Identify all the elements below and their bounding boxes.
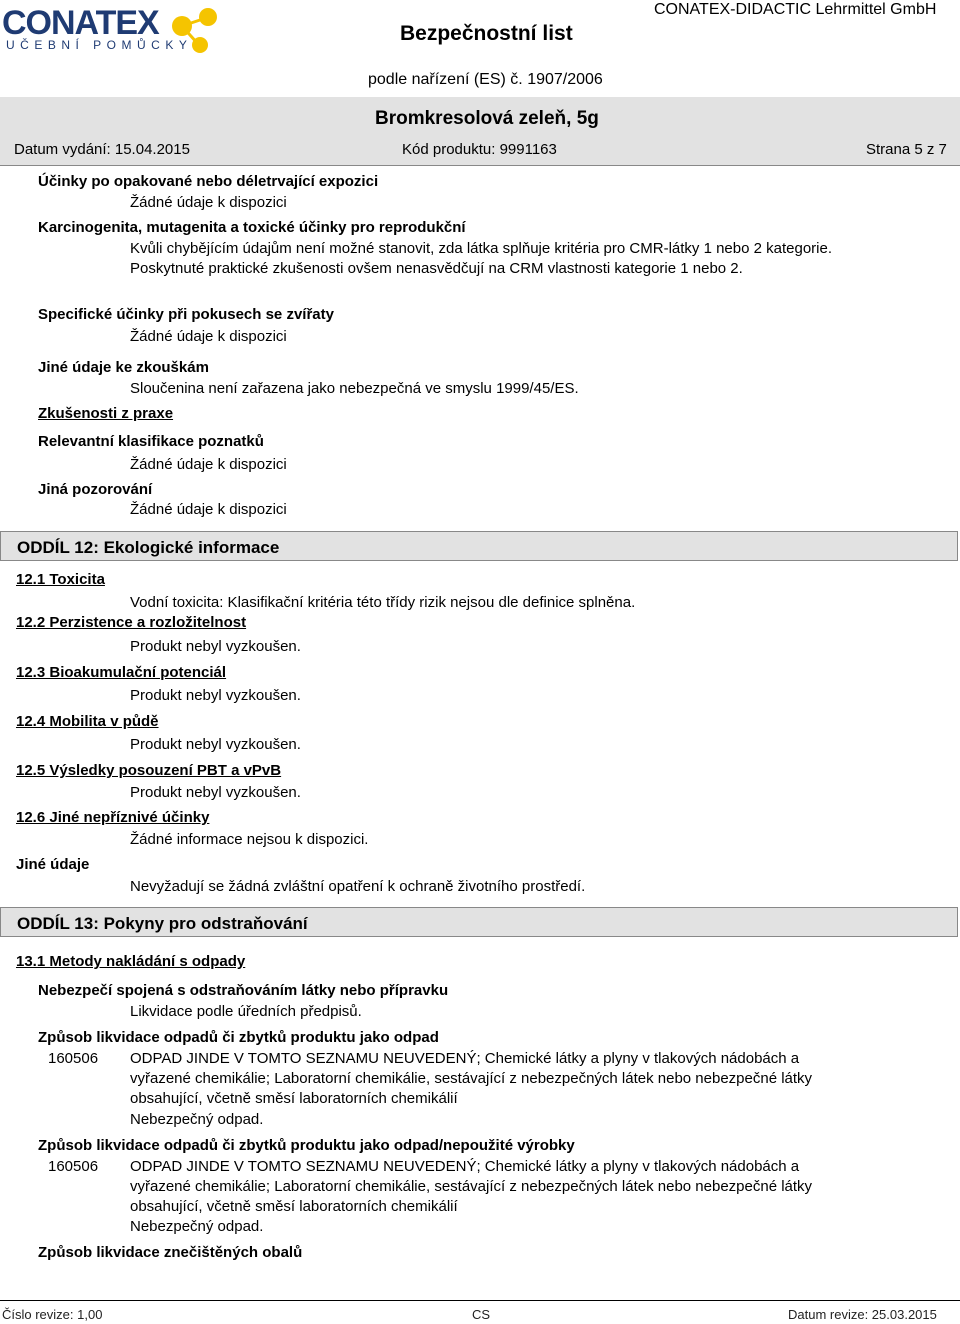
toxicity-value: Vodní toxicita: Klasifikační kritéria této třídy rizik nejsou dle definice splněna.	[130, 594, 636, 611]
other-adverse-effects-label: 12.6 Jiné nepříznivé účinky	[16, 809, 210, 826]
issue-date: Datum vydání: 15.04.2015	[14, 141, 190, 158]
toxicity-label: 12.1 Toxicita	[16, 571, 105, 588]
unused-waste-code: 160506	[48, 1158, 99, 1175]
practical-experience-label: Zkušenosti z praxe	[38, 405, 174, 422]
section-13-title: ODDÍL 13: Pokyny pro odstraňování	[17, 914, 308, 933]
company-name: CONATEX-DIDACTIC Lehrmittel GmbH	[654, 1, 937, 18]
carcinogenicity-label: Karcinogenita, mutagenita a toxické účinky pro reprodukční	[38, 219, 466, 236]
unused-products-label: Způsob likvidace odpadů či zbytků produktu jako odpad/nepoužité výrobky	[38, 1137, 575, 1154]
unused-waste-description: ODPAD JINDE V TOMTO SEZNAMU NEUVEDENÝ; Chemické látky a plyny v tlakových nádobách a vyřazené chemikálie; Laboratorní chemikálie, sestávající z nebezpečných látek nebo nebezpečné látky obsahující, včetně směsí laboratorních chemikálií	[130, 1158, 813, 1215]
page-number: Strana 5 z 7	[866, 141, 947, 158]
waste-description: ODPAD JINDE V TOMTO SEZNAMU NEUVEDENÝ; Chemické látky a plyny v tlakových nádobách a vyřazené chemikálie; Laboratorní chemikálie, sestávající z nebezpečných látek nebo nebezpečné látky obsahující, včetně směsí laboratorních chemikálií	[130, 1050, 813, 1107]
waste-methods-label: 13.1 Metody nakládání s odpady	[16, 953, 246, 970]
section-12-header	[0, 531, 958, 561]
product-code: Kód produktu: 9991163	[402, 141, 557, 158]
carcinogenicity-value: Kvůli chybějícím údajům není možné stanovit, zda látka splňuje kritéria pro CMR-látky 1 nebo 2 kategorie. Poskytnuté praktické zkušenosti ovšem nenasvědčují na CRM vlastnosti kategorie 1 nebo 2.	[130, 240, 833, 277]
disposal-hazards-value: Likvidace podle úředních předpisů.	[130, 1003, 362, 1020]
soil-mobility-label: 12.4 Mobilita v půdě	[16, 713, 159, 730]
disposal-hazards-label: Nebezpečí spojená s odstraňováním látky nebo přípravku	[38, 982, 449, 999]
revision-date: Datum revize: 25.03.2015	[788, 1307, 937, 1322]
bioaccumulation-label: 12.3 Bioakumulační potenciál	[16, 664, 227, 681]
waste-disposal-label: Způsob likvidace odpadů či zbytků produktu jako odpad	[38, 1029, 439, 1046]
language-code: CS	[472, 1307, 491, 1322]
other-tests-label: Jiné údaje ke zkouškám	[38, 359, 209, 376]
pbt-assessment-value: Produkt nebyl vyzkoušen.	[130, 784, 301, 801]
logo-wordmark: CONATEX	[2, 4, 159, 42]
logo-subtitle: UČEBNÍ POMŮCKY	[6, 38, 193, 52]
section-12-title: ODDÍL 12: Ekologické informace	[17, 538, 280, 557]
bioaccumulation-value: Produkt nebyl vyzkoušen.	[130, 687, 301, 704]
footer-divider	[0, 1300, 960, 1301]
section-13-header	[0, 907, 958, 937]
other-data-value: Nevyžadují se žádná zvláštní opatření k ochraně životního prostředí.	[130, 878, 586, 895]
document-title: Bezpečnostní list	[400, 22, 573, 45]
waste-hazard-note: Nebezpečný odpad.	[130, 1111, 264, 1128]
other-tests-value: Sloučenina není zařazena jako nebezpečná ve smyslu 1999/45/ES.	[130, 380, 579, 397]
other-adverse-effects-value: Žádné informace nejsou k dispozici.	[130, 831, 369, 848]
repeated-exposure-value: Žádné údaje k dispozici	[130, 194, 287, 211]
soil-mobility-value: Produkt nebyl vyzkoušen.	[130, 736, 301, 753]
animal-tests-value: Žádné údaje k dispozici	[130, 328, 287, 345]
revision-number: Číslo revize: 1,00	[2, 1307, 103, 1322]
relevant-classification-value: Žádné údaje k dispozici	[130, 456, 287, 473]
animal-tests-label: Specifické účinky při pokusech se zvířaty	[38, 306, 334, 323]
relevant-classification-label: Relevantní klasifikace poznatků	[38, 433, 264, 450]
waste-code: 160506	[48, 1050, 99, 1067]
company-logo	[0, 0, 230, 58]
unused-waste-hazard-note: Nebezpečný odpad.	[130, 1218, 264, 1235]
other-data-label: Jiné údaje	[16, 856, 90, 873]
repeated-exposure-label: Účinky po opakované nebo déletrvající expozici	[38, 173, 379, 190]
regulation-reference: podle nařízení (ES) č. 1907/2006	[368, 71, 603, 88]
other-observations-value: Žádné údaje k dispozici	[130, 501, 287, 518]
persistence-label: 12.2 Perzistence a rozložitelnost	[16, 614, 247, 631]
product-name: Bromkresolová zeleň, 5g	[375, 108, 599, 129]
packaging-disposal-label: Způsob likvidace znečištěných obalů	[38, 1244, 303, 1261]
other-observations-label: Jiná pozorování	[38, 481, 153, 498]
logo-molecule-icon	[160, 4, 226, 56]
pbt-assessment-label: 12.5 Výsledky posouzení PBT a vPvB	[16, 762, 282, 779]
persistence-value: Produkt nebyl vyzkoušen.	[130, 638, 301, 655]
